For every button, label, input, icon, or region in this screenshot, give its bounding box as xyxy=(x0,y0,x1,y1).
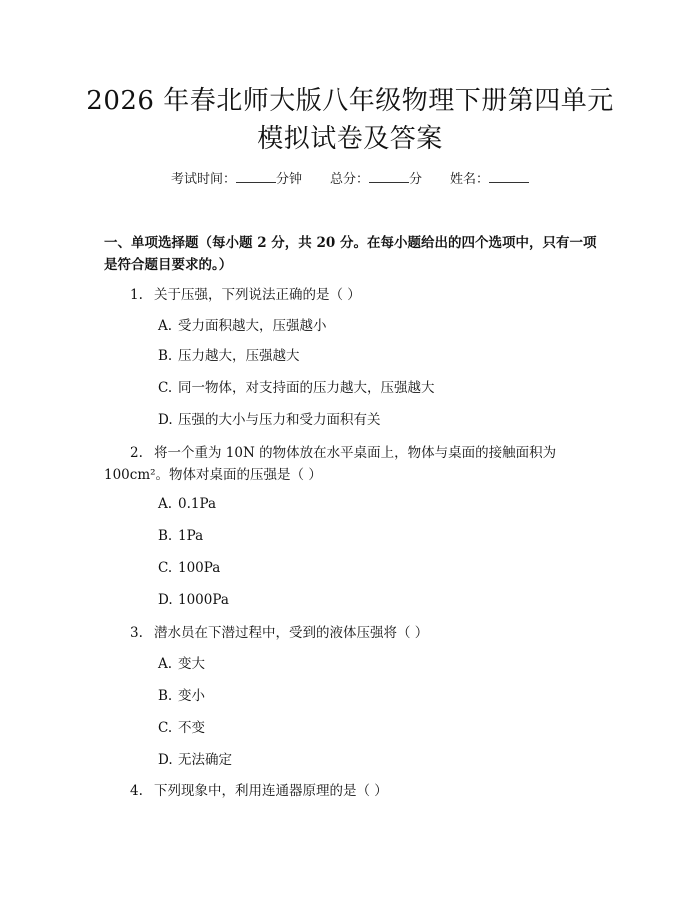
name-blank xyxy=(489,170,529,183)
question-text: 潜水员在下潜过程中，受到的液体压强将（ ） xyxy=(154,625,429,641)
option-1a: A. 受力面积越大，压强越小 xyxy=(158,318,327,334)
question-4 xyxy=(104,780,604,802)
option-2c: C. 100Pa xyxy=(158,560,221,576)
question-number: 1. xyxy=(130,287,143,303)
option-2a: A. 0.1Pa xyxy=(158,496,216,512)
time-label: 考试时间： xyxy=(170,172,236,187)
time-blank xyxy=(236,170,276,183)
question-1 xyxy=(104,284,604,306)
question-3 xyxy=(104,622,604,644)
question-text-line-1: 将一个重为 10N 的物体放在水平桌面上，物体与桌面的接触面积为 xyxy=(154,445,557,461)
question-text-line-2: 100cm²。物体对桌面的压强是（ ） xyxy=(104,467,322,483)
option-2b: B. 1Pa xyxy=(158,528,204,544)
question-2 xyxy=(104,442,604,486)
section-heading: 一、单项选择题（每小题 2 分，共 20 分。在每小题给出的四个选项中，只有一项是符合题目要求的。） xyxy=(104,235,597,273)
title-line-2: 模拟试卷及答案 xyxy=(257,124,443,154)
option-3c: C. 不变 xyxy=(158,720,205,736)
option-3b: B. 变小 xyxy=(158,688,205,704)
time-unit: 分钟 xyxy=(275,172,302,187)
score-label: 总分： xyxy=(329,172,369,187)
document-title xyxy=(0,82,700,158)
option-1b: B. 压力越大，压强越大 xyxy=(158,348,300,364)
question-number: 3. xyxy=(130,625,143,641)
question-text: 关于压强，下列说法正确的是（ ） xyxy=(154,287,361,303)
score-unit: 分 xyxy=(409,172,423,187)
question-number: 4. xyxy=(130,783,143,799)
option-1d: D. 压强的大小与压力和受力面积有关 xyxy=(158,412,381,428)
option-2d: D. 1000Pa xyxy=(158,592,229,608)
option-3d: D. 无法确定 xyxy=(158,752,232,768)
exam-meta xyxy=(0,168,700,187)
title-line-1: 2026 年春北师大版八年级物理下册第四单元 xyxy=(86,86,614,116)
question-number: 2. xyxy=(130,445,143,461)
score-blank xyxy=(369,170,409,183)
name-label: 姓名： xyxy=(450,172,490,187)
option-3a: A. 变大 xyxy=(158,656,205,672)
option-1c: C. 同一物体，对支持面的压力越大，压强越大 xyxy=(158,380,435,396)
question-text: 下列现象中，利用连通器原理的是（ ） xyxy=(154,783,388,799)
